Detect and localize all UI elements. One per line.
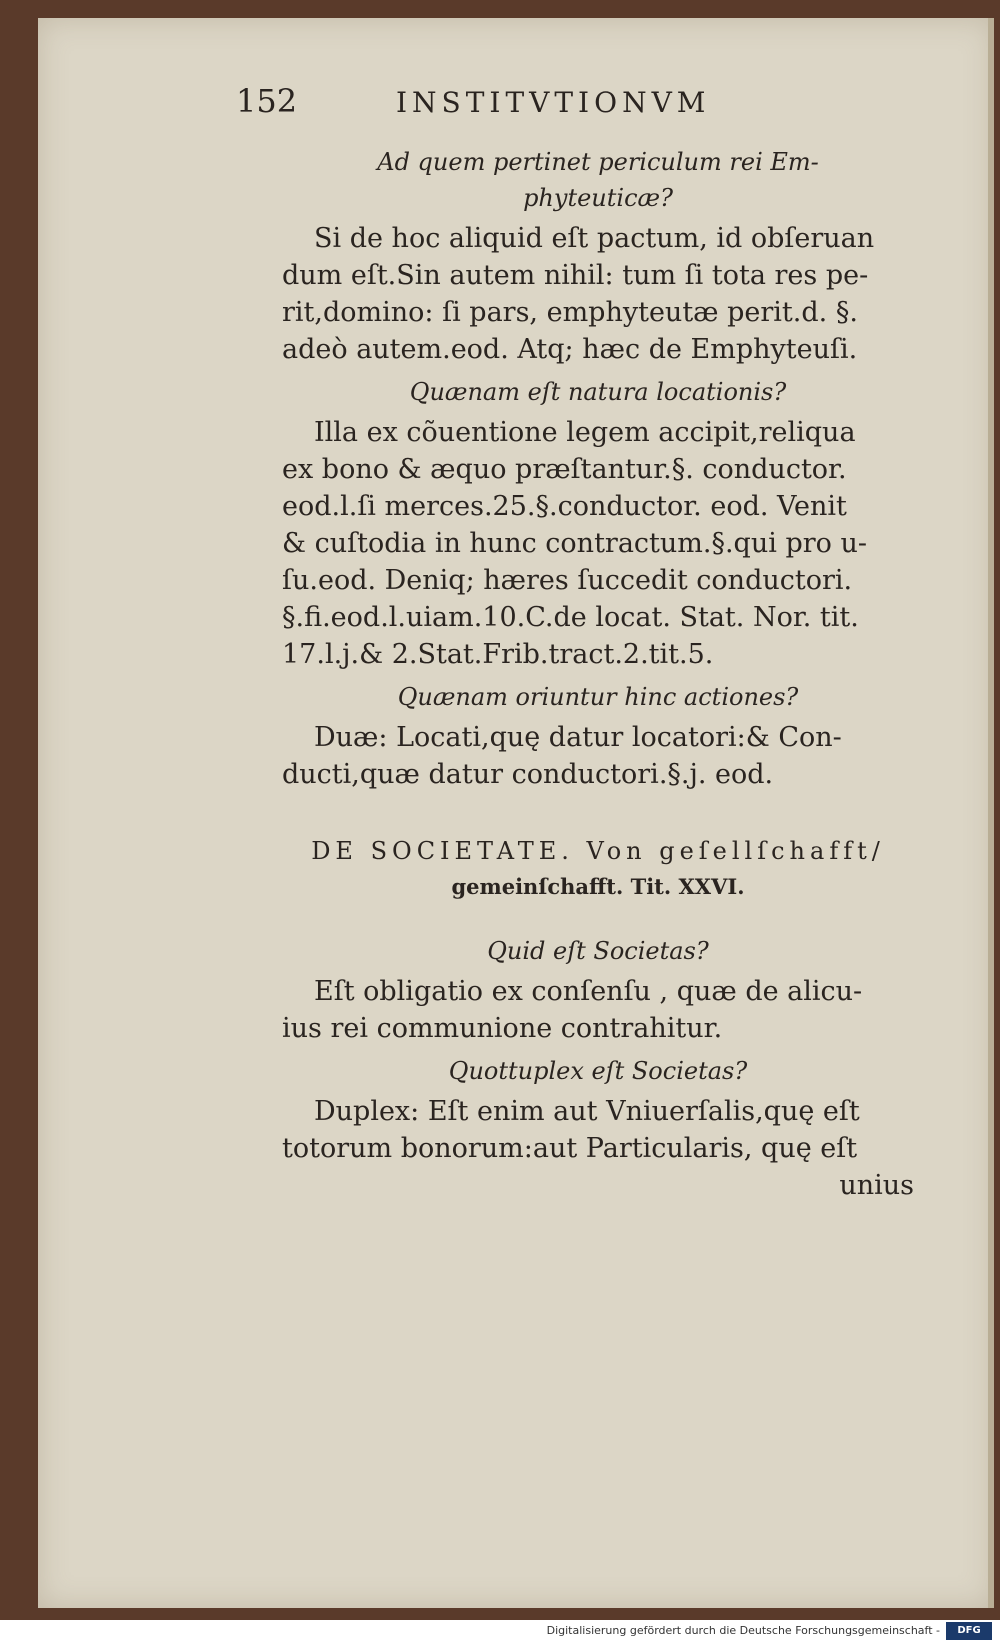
text-line: Duæ: Locati,quę datur locatori:& Con- (314, 722, 842, 753)
text-line: & cuſtodia in hunc contractum.§.qui pro u- (282, 528, 867, 559)
question-quottuplex: Quottuplex eſt Societas? (448, 1057, 748, 1085)
text-line: ex bono & æquo præſtantur.§. conductor. (282, 454, 847, 485)
answer-actiones (282, 719, 914, 793)
answer-locatio (282, 414, 914, 673)
text-line: Illa ex cõuentione legem accipit,reliqua (314, 417, 856, 448)
question-societas: Quid eſt Societas? (487, 937, 709, 965)
spacer (282, 793, 914, 833)
text-line: eod.l.ſi merces.25.§.conductor. eod. Venit (282, 491, 847, 522)
page-number: 152 (236, 82, 298, 120)
text-line: Duplex: Eſt enim aut Vniuerſalis,quę eſt (314, 1096, 860, 1127)
text-line: adeò autem.eod. Atq; hæc de Emphyteuſi. (282, 334, 858, 365)
spacer (282, 905, 914, 927)
text-line: totorum bonorum:aut Particularis, quę eſt (282, 1133, 858, 1164)
section-title: DE SOCIETATE. Von geſellſchafft/ (311, 837, 885, 865)
running-head (236, 82, 796, 122)
question-periculum (282, 144, 914, 216)
question-actiones: Quænam oriuntur hinc actiones? (397, 683, 799, 711)
footer-bar (0, 1620, 1000, 1646)
answer-societas (282, 973, 914, 1047)
text-line: 17.l.j.& 2.Stat.Frib.tract.2.tit.5. (282, 639, 714, 670)
question-line: phyteuticæ? (523, 184, 673, 212)
text-line: Eſt obligatio ex conſenſu , quæ de alicu- (314, 976, 863, 1007)
text-line: dum eſt.Sin autem nihil: tum ſi tota res pe- (282, 260, 869, 291)
text-line: ius rei communione contrahitur. (282, 1013, 723, 1044)
page-content (282, 138, 914, 1204)
catchword: unius (839, 1170, 914, 1201)
text-line: §.fi.eod.l.uiam.10.C.de locat. Stat. Nor. tit. (282, 602, 859, 633)
running-title: INSTITVTIONVM (396, 86, 711, 119)
text-line: ducti,quæ datur conductori.§.j. eod. (282, 759, 774, 790)
question-locatio: Quænam eſt natura locationis? (409, 378, 787, 406)
section-subtitle: gemeinſchafft. Tit. XXVI. (451, 874, 745, 899)
question-line: Ad quem pertinet periculum rei Em- (377, 148, 819, 176)
dfg-logo: DFG (946, 1622, 992, 1640)
text-line: ſu.eod. Deniq; hæres ſuccedit conductori. (282, 565, 853, 596)
page-edge (988, 18, 994, 1608)
answer-quottuplex (282, 1093, 914, 1204)
funding-notice: Digitalisierung gefördert durch die Deutsche Forschungsgemeinschaft - (546, 1624, 940, 1637)
answer-periculum (282, 220, 914, 368)
text-line: Si de hoc aliquid eſt pactum, id obſeruan (314, 223, 875, 254)
text-line: rit,domino: ſi pars, emphyteutæ perit.d. §. (282, 297, 858, 328)
